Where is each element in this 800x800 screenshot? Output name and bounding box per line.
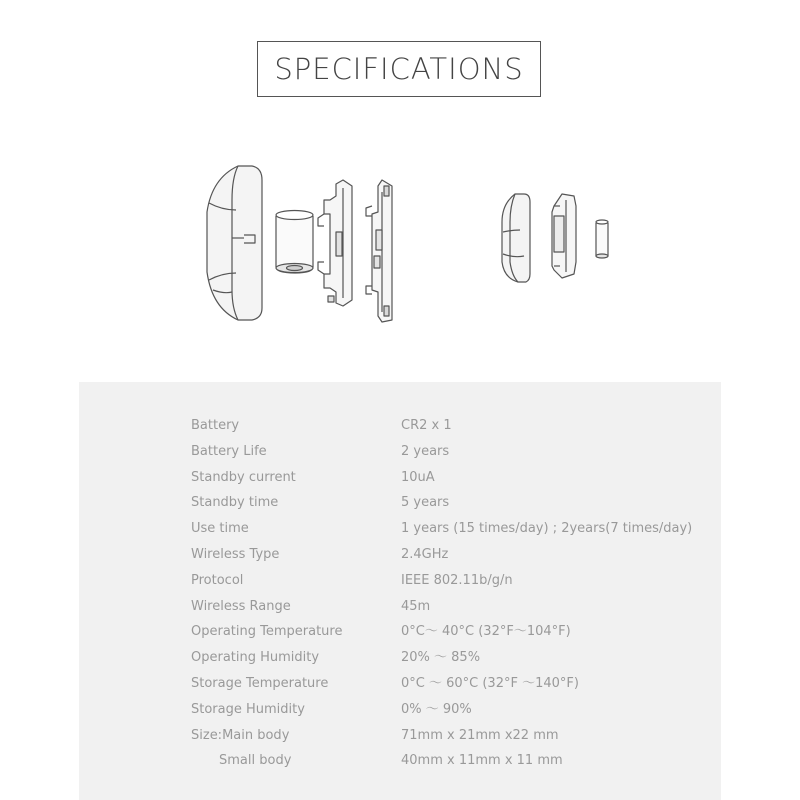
spec-row-wireless-range xyxy=(79,595,721,619)
spec-label: Storage Humidity xyxy=(191,701,305,717)
spec-label: Wireless Type xyxy=(191,547,280,562)
spec-value: 71mm x 21mm x22 mm xyxy=(401,727,559,743)
specifications-table xyxy=(79,382,721,800)
spec-value: 1 years (15 times/day) ; 2years(7 times/day) xyxy=(401,521,693,537)
spec-row-standby-time xyxy=(79,491,721,515)
main-pcb-board-icon xyxy=(366,180,392,322)
spec-value: IEEE 802.11b/g/n xyxy=(401,572,513,588)
spec-value: CR2 x 1 xyxy=(401,418,452,433)
spec-value: 0°C ～ 60°C (32°F ～140°F) xyxy=(401,676,579,691)
spec-value: 5 years xyxy=(401,495,450,511)
spec-label: Standby current xyxy=(191,469,296,485)
spec-row-battery-life xyxy=(79,440,721,464)
spec-row-storage-temperature xyxy=(79,672,721,696)
magnet-bar-icon xyxy=(596,220,608,258)
spec-value: 20% ～ 85% xyxy=(401,650,481,666)
spec-row-size-small-body xyxy=(79,749,721,773)
spec-label: Small body xyxy=(219,753,292,769)
spec-row-size-main-body xyxy=(79,724,721,748)
page-title: SPECIFICATIONS xyxy=(274,52,524,86)
spec-label: Operating Temperature xyxy=(191,624,343,640)
spec-label: Protocol xyxy=(191,572,244,588)
spec-label: Operating Humidity xyxy=(191,650,320,666)
spec-value: 0% ～ 90% xyxy=(401,701,472,717)
spec-row-standby-current xyxy=(79,466,721,490)
spec-row-protocol xyxy=(79,569,721,593)
spec-label: Size:Main body xyxy=(191,727,290,743)
spec-row-operating-humidity xyxy=(79,646,721,670)
exploded-view-illustration xyxy=(0,0,800,380)
spec-value: 2.4GHz xyxy=(401,547,449,562)
spec-label: Battery xyxy=(191,418,240,433)
spec-label: Use time xyxy=(191,521,249,537)
spec-value: 10uA xyxy=(401,469,435,485)
spec-row-battery xyxy=(79,414,721,438)
spec-label: Wireless Range xyxy=(191,598,291,614)
spec-row-use-time xyxy=(79,517,721,541)
spec-value: 0°C～ 40°C (32°F～104°F) xyxy=(401,624,571,640)
main-circuit-frame-icon xyxy=(318,180,352,306)
spec-label: Storage Temperature xyxy=(191,676,329,691)
small-body-shell-icon xyxy=(502,194,530,282)
spec-row-wireless-type xyxy=(79,543,721,567)
spec-value: 40mm x 11mm x 11 mm xyxy=(401,753,563,769)
small-inner-frame-icon xyxy=(552,194,576,278)
battery-cell-icon xyxy=(276,211,313,274)
spec-value: 45m xyxy=(401,598,431,614)
spec-label: Standby time xyxy=(191,495,279,511)
spec-row-storage-humidity xyxy=(79,698,721,722)
spec-value: 2 years xyxy=(401,443,450,459)
spec-row-operating-temperature xyxy=(79,620,721,644)
spec-label: Battery Life xyxy=(191,443,267,459)
main-body-shell-icon xyxy=(207,166,262,320)
